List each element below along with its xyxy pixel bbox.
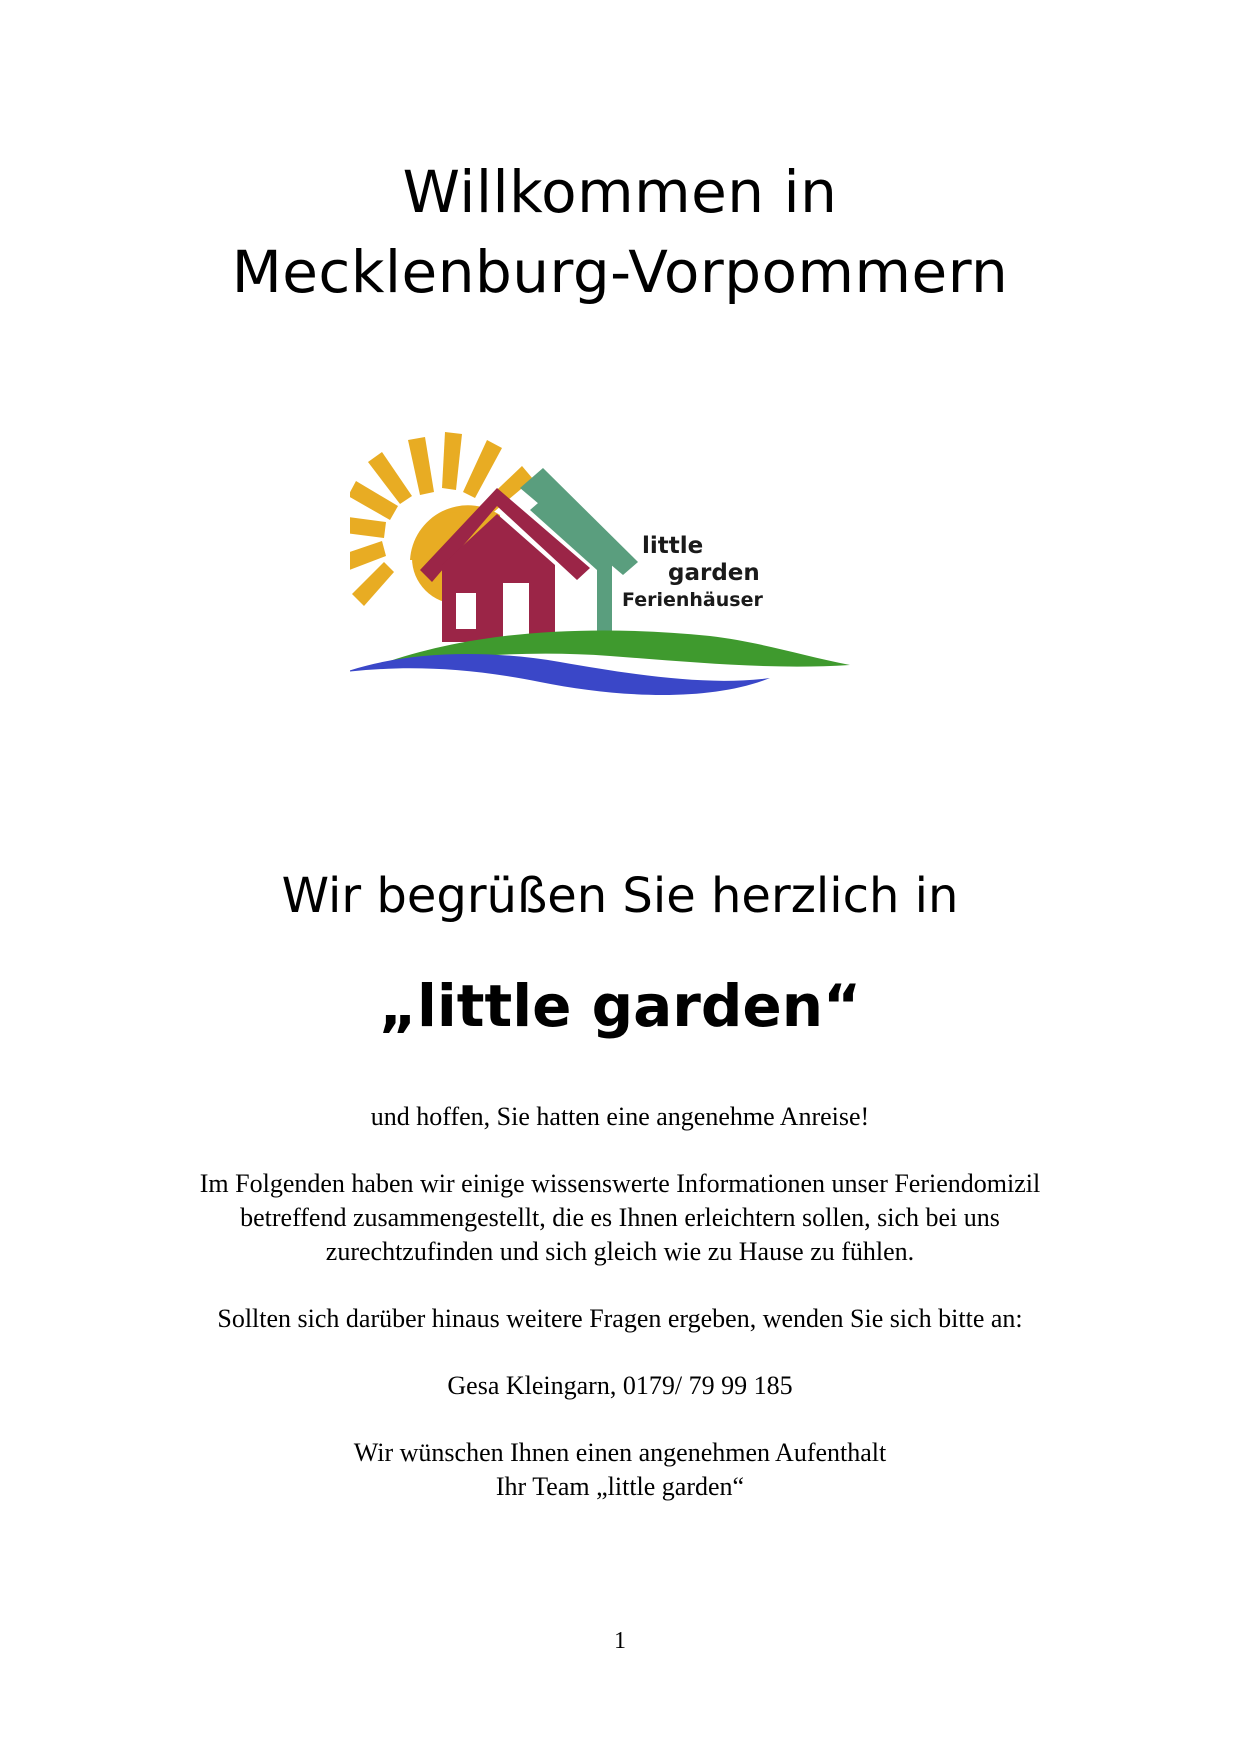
closing-paragraph (100, 1436, 1140, 1504)
paragraph-information-line: Im Folgenden haben wir einige wissenswerte Informationen unser Feriendomizil (199, 1169, 1041, 1198)
brand-heading: „little garden“ (378, 972, 862, 1040)
paragraph-information-line: zurechtzufinden und sich gleich wie zu Hause zu fühlen. (325, 1237, 915, 1266)
page-title-line2: Mecklenburg-Vorpommern (231, 238, 1009, 306)
paragraph-questions: Sollten sich darüber hinaus weitere Fragen ergeben, wenden Sie sich bitte an: (217, 1304, 1023, 1333)
logo-text-garden: garden (668, 560, 760, 586)
greeting-heading: Wir begrüßen Sie herzlich in (281, 868, 959, 924)
page-title-line1: Willkommen in (402, 158, 838, 226)
closing-signature: Ihr Team „little garden“ (495, 1472, 745, 1501)
little-garden-logo (350, 410, 890, 730)
paragraph-arrival: und hoffen, Sie hatten eine angenehme Anreise! (370, 1102, 870, 1131)
logo-text-little: little (642, 533, 704, 559)
paragraph-information (100, 1167, 1140, 1269)
page-number: 1 (614, 1628, 626, 1654)
closing-line: Wir wünschen Ihnen einen angenehmen Aufenthalt (353, 1438, 887, 1467)
logo-text-ferienhaeuser: Ferienhäuser (622, 589, 763, 611)
paragraph-information-line: betreffend zusammengestellt, die es Ihnen erleichtern sollen, sich bei uns (240, 1203, 1000, 1232)
contact-info: Gesa Kleingarn, 0179/ 79 99 185 (447, 1371, 793, 1400)
